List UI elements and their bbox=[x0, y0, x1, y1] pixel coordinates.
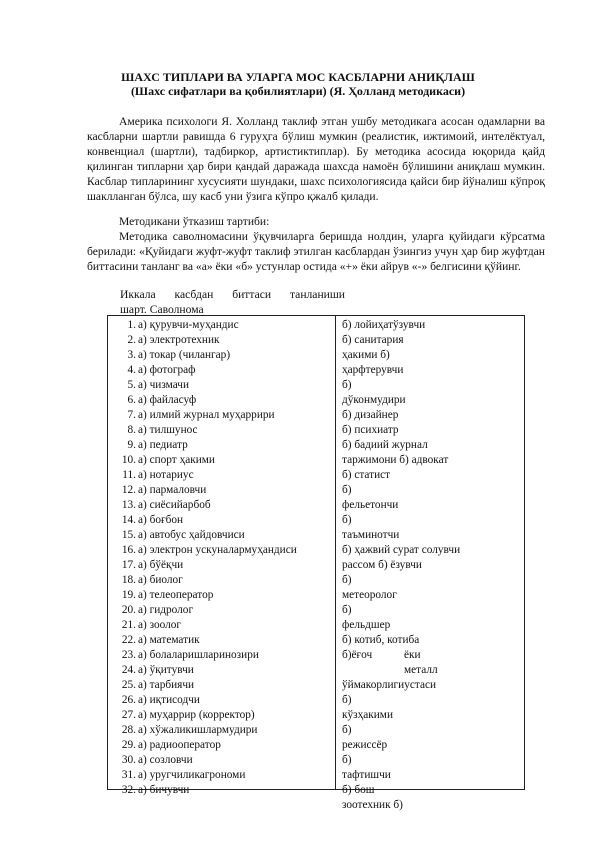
row-number: 20. bbox=[121, 604, 136, 616]
option-a-row bbox=[114, 393, 334, 408]
option-a-row bbox=[114, 678, 334, 693]
option-a-row bbox=[114, 693, 334, 708]
option-b-line: таъминотчи bbox=[342, 529, 400, 541]
option-b-line: б) bbox=[342, 379, 352, 391]
option-a-row bbox=[114, 633, 334, 648]
option-a-row bbox=[114, 573, 334, 588]
option-a-row bbox=[114, 423, 334, 438]
option-a-row bbox=[114, 333, 334, 348]
option-a-text: а) тилшунос bbox=[138, 424, 198, 436]
option-a-text: а) зоолог bbox=[138, 619, 182, 631]
row-number: 30. bbox=[121, 754, 136, 766]
option-a-text: а) телеоператор bbox=[138, 589, 214, 601]
option-b-line: б) санитария bbox=[342, 334, 404, 346]
row-number: 10. bbox=[121, 454, 136, 466]
row-number: 12. bbox=[121, 484, 136, 496]
option-b-line: дўконмудири bbox=[342, 394, 406, 406]
option-a-text: а) гидролог bbox=[138, 604, 194, 616]
option-a-text: а) уругчиликагрономи bbox=[138, 769, 246, 781]
option-b-line: б) лойиҳатўзувчи bbox=[342, 319, 426, 331]
option-a-text: а) қурувчи-муҳандис bbox=[138, 319, 239, 331]
option-b-line: б) bbox=[342, 754, 352, 766]
option-a-text: а) автобус ҳайдовчиси bbox=[138, 529, 245, 541]
option-b-line: ҳакими б) bbox=[342, 349, 390, 361]
table-caption-line-2: шарт. Саволнома bbox=[120, 303, 204, 316]
row-number: 9. bbox=[127, 439, 136, 451]
option-a-row bbox=[114, 513, 334, 528]
intro-paragraph: Америка психологи Я. Холланд таклиф этган ушбу методикага асосан одамларни ва касбларни шартли равишда 6 гуруҳга бўлиш мумкин (реалистик, ижтимоий, интелёктуал, конвенциал (шартли), тадбиркор, артистиктиплар). Бу методика асосида юқорида қайд қилинган типларни ҳар бири қандай даражада шахсда намоён бўлишини аниқлаш мумкин. Касблар типларининг хусусияти шундаки, шахс психологиясида қайси бир йўналиш кўпроқ шаклланган бўлса, шу касб уни ўзига кўпро қжалб қилади. bbox=[87, 115, 545, 203]
option-b-line: фельдшер bbox=[342, 619, 391, 631]
page-subtitle: (Шахс сифатлари ва қобилиятлари) (Я. Ҳолланд методикаси) bbox=[130, 84, 466, 98]
option-a-row bbox=[114, 768, 334, 783]
option-a-row bbox=[114, 318, 334, 333]
option-a-row bbox=[114, 483, 334, 498]
row-number: 26. bbox=[121, 694, 136, 706]
option-b-line: тафтишчи bbox=[342, 769, 391, 781]
row-number: 27. bbox=[121, 709, 136, 721]
row-number: 31. bbox=[121, 769, 136, 781]
option-a-text: а) радиооператор bbox=[138, 739, 221, 751]
option-b-line: зоотехник б) bbox=[342, 799, 403, 811]
page-title: ШАХС ТИПЛАРИ ВА УЛАРГА МОС КАСБЛАРНИ АНИҚЛАШ bbox=[121, 70, 475, 84]
option-b-line: б) bbox=[342, 484, 352, 496]
option-a-row bbox=[114, 708, 334, 723]
option-a-row bbox=[114, 753, 334, 768]
option-b-line: б)ёғоч ёки bbox=[342, 649, 421, 661]
row-number: 13. bbox=[121, 499, 136, 511]
option-a-text: а) электротехник bbox=[138, 334, 220, 346]
option-a-row bbox=[114, 723, 334, 738]
row-number: 7. bbox=[127, 409, 136, 421]
option-a-text: а) токар (чилангар) bbox=[138, 349, 231, 361]
option-b-line: б) бош bbox=[342, 784, 375, 796]
option-a-row bbox=[114, 663, 334, 678]
row-number: 2. bbox=[127, 334, 136, 346]
row-number: 18. bbox=[121, 574, 136, 586]
option-b-line: таржимони б) адвокат bbox=[342, 454, 449, 466]
option-a-text: а) хўжаликишлармудири bbox=[138, 724, 258, 736]
option-b-line: рассом б) ёзувчи bbox=[342, 559, 422, 571]
option-a-row bbox=[114, 618, 334, 633]
option-a-text: а) чизмачи bbox=[138, 379, 189, 391]
option-a-row bbox=[114, 558, 334, 573]
row-number: 5. bbox=[127, 379, 136, 391]
option-b-line: кўзҳакими bbox=[342, 709, 393, 721]
option-a-row bbox=[114, 498, 334, 513]
row-number: 24. bbox=[121, 664, 136, 676]
option-a-text: а) педиатр bbox=[138, 439, 188, 451]
row-number: 29. bbox=[121, 739, 136, 751]
option-a-row bbox=[114, 453, 334, 468]
row-number: 6. bbox=[127, 394, 136, 406]
row-number: 25. bbox=[121, 679, 136, 691]
column-a bbox=[114, 318, 334, 798]
option-b-line: б) bbox=[342, 694, 352, 706]
option-a-text: а) муҳаррир (корректор) bbox=[138, 709, 255, 721]
order-heading: Методикани ўтказиш тартиби: bbox=[119, 215, 270, 228]
option-a-row bbox=[114, 348, 334, 363]
instruction-paragraph: Методика саволномасини ўқувчиларга беришда нолдин, уларга қуйидаги кўрсатма берилади: «Қуйидаги жуфт-жуфт таклиф этилган касблардан ўзингиз учун ҳар бир жуфтдан биттасини танланг ва «а» ёки «б» устунлар остида «+» ёки айрув «-» белгисини қўйинг. bbox=[87, 230, 545, 273]
option-a-row bbox=[114, 738, 334, 753]
option-b-line: метеоролог bbox=[342, 589, 397, 601]
column-b bbox=[342, 318, 522, 813]
option-a-text: а) электрон ускуналармуҳандиси bbox=[138, 544, 297, 556]
row-number: 28. bbox=[121, 724, 136, 736]
option-b-line: б) бадиий журнал bbox=[342, 439, 428, 451]
option-a-text: а) спорт ҳакими bbox=[138, 454, 215, 466]
row-number: 32. bbox=[121, 784, 136, 796]
option-b-line: металл bbox=[404, 664, 438, 676]
row-number: 1. bbox=[127, 319, 136, 331]
option-b-line: ҳарфтерувчи bbox=[342, 364, 404, 376]
option-a-text: а) математик bbox=[138, 634, 200, 646]
option-a-text: а) боғбон bbox=[138, 514, 184, 526]
option-a-row bbox=[114, 468, 334, 483]
row-number: 8. bbox=[127, 424, 136, 436]
row-number: 14. bbox=[121, 514, 136, 526]
option-a-text: а) тарбиячи bbox=[138, 679, 195, 691]
row-number: 3. bbox=[127, 349, 136, 361]
option-b-line: б) bbox=[342, 514, 352, 526]
option-a-text: а) созловчи bbox=[138, 754, 193, 766]
option-a-text: а) сиёсийарбоб bbox=[138, 499, 211, 511]
row-number: 15. bbox=[121, 529, 136, 541]
column-divider bbox=[335, 316, 336, 789]
option-b-line: б) психиатр bbox=[342, 424, 399, 436]
option-b-line: б) дизайнер bbox=[342, 409, 399, 421]
row-number: 19. bbox=[121, 589, 136, 601]
row-number: 23. bbox=[121, 649, 136, 661]
option-b-line: б) котиб, котиба bbox=[342, 634, 420, 646]
row-number: 16. bbox=[121, 544, 136, 556]
option-a-row bbox=[114, 378, 334, 393]
option-b-line: ўймакорлигиустаси bbox=[342, 679, 437, 691]
option-a-text: а) ўқитувчи bbox=[138, 664, 194, 676]
option-a-text: а) илмий журнал муҳаррири bbox=[138, 409, 275, 421]
option-a-text: а) пармаловчи bbox=[138, 484, 207, 496]
option-a-text: а) бўёқчи bbox=[138, 559, 184, 571]
option-a-row bbox=[114, 783, 334, 798]
option-a-row bbox=[114, 408, 334, 423]
option-a-row bbox=[114, 603, 334, 618]
option-a-text: а) нотариус bbox=[138, 469, 194, 481]
row-number: 4. bbox=[127, 364, 136, 376]
option-a-row bbox=[114, 543, 334, 558]
option-b-line: б) bbox=[342, 724, 352, 736]
option-a-row bbox=[114, 363, 334, 378]
option-a-text: а) файласуф bbox=[138, 394, 197, 406]
option-a-text: а) болаларишларинозири bbox=[138, 649, 259, 661]
option-b-line: б) ҳажвий сурат солувчи bbox=[342, 544, 461, 556]
option-b-line: б) статист bbox=[342, 469, 391, 481]
option-a-row bbox=[114, 528, 334, 543]
table-caption-line-1: Иккала касбдан биттаси танланиши bbox=[120, 288, 345, 301]
row-number: 11. bbox=[122, 469, 136, 481]
row-number: 21. bbox=[121, 619, 136, 631]
option-a-row bbox=[114, 648, 334, 663]
questionnaire-table bbox=[107, 315, 525, 811]
option-b-line: фельетончи bbox=[342, 499, 399, 511]
option-a-row bbox=[114, 588, 334, 603]
option-a-text: а) иқтисодчи bbox=[138, 694, 200, 706]
option-b-line: режиссёр bbox=[342, 739, 388, 751]
option-b-line: б) bbox=[342, 604, 352, 616]
option-a-text: а) бичувчи bbox=[138, 784, 190, 796]
row-number: 22. bbox=[121, 634, 136, 646]
row-number: 17. bbox=[121, 559, 136, 571]
option-a-text: а) биолог bbox=[138, 574, 183, 586]
option-a-text: а) фотограф bbox=[138, 364, 196, 376]
option-b-line: б) bbox=[342, 574, 352, 586]
option-a-row bbox=[114, 438, 334, 453]
